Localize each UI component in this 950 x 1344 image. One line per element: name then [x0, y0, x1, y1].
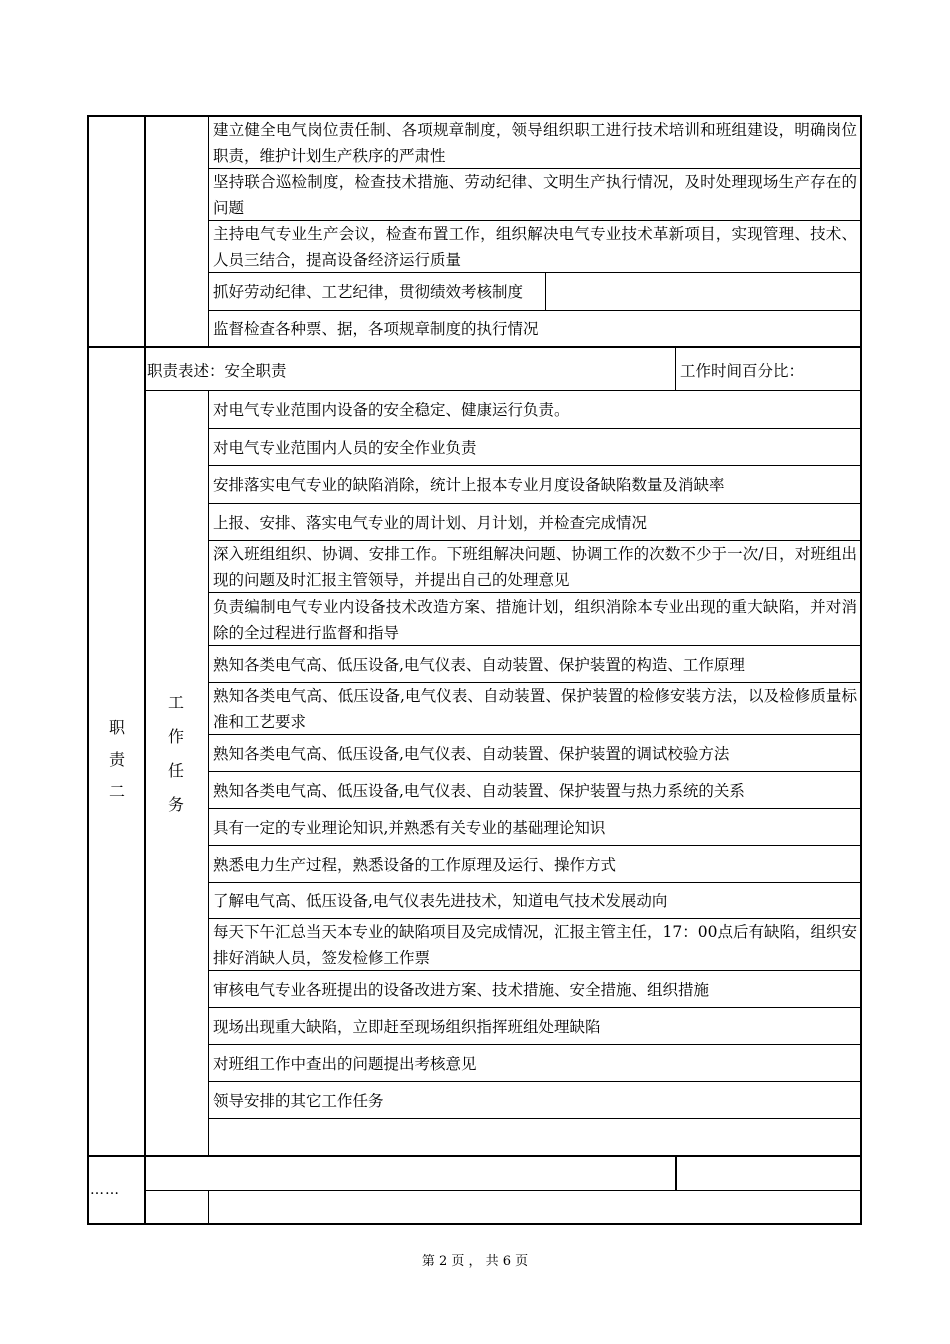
grid-hline [87, 1155, 862, 1157]
task-label-text: 工 作 任 务 [167, 693, 184, 814]
duty2-task-item: 熟知各类电气高、低压设备,电气仪表、自动装置、保护装置的调试校验方法 [213, 744, 730, 763]
duty2-task-item: 审核电气专业各班提出的设备改进方案、技术措施、安全措施、组织措施 [213, 980, 710, 999]
task-label [160, 686, 192, 822]
grid-vline [144, 115, 146, 346]
duty2-task-item: 对电气专业范围内设备的安全稳定、健康运行负责。 [213, 401, 570, 419]
duty2-task-item: 熟知各类电气高、低压设备,电气仪表、自动装置、保护装置的检修安装方法，以及检修质量标准和工艺要求 [213, 687, 857, 731]
grid-hline [208, 428, 862, 429]
more-rows-label: …… [90, 1182, 120, 1198]
grid-vline [144, 346, 146, 1225]
time-percent-label: 工作时间百分比： [680, 362, 805, 380]
duty1-task-item: 建立健全电气岗位责任制、各项规章制度，领导组织职工进行技术培训和班组建设，明确岗位职责，维护计划生产秩序的严肃性 [213, 120, 857, 165]
grid-hline [208, 310, 862, 311]
duty2-task-item: 领导安排的其它工作任务 [213, 1091, 384, 1110]
duty2-task-item: 对班组工作中查出的问题提出考核意见 [213, 1054, 477, 1073]
grid-vline [208, 390, 209, 1155]
duty2-task-item: 负责编制电气专业内设备技术改造方案、措施计划，组织消除本专业出现的重大缺陷，并对消除的全过程进行监督和指导 [213, 597, 857, 642]
grid-hline [208, 845, 862, 846]
duty2-label-text: 职 责 二 [108, 718, 125, 801]
duty2-task-item: 每天下午汇总当天本专业的缺陷项目及完成情况，汇报主管主任，17：00点后有缺陷，组织安排好消缺人员，签发检修工作票 [213, 923, 857, 967]
grid-hline [208, 771, 862, 772]
grid-vline [675, 346, 676, 390]
grid-hline [208, 1007, 862, 1008]
duty1-task-item: 监督检查各种票、据，各项规章制度的执行情况 [213, 320, 539, 338]
grid-hline [87, 346, 862, 348]
duty2-task-item: 深入班组组织、协调、安排工作。下班组解决问题、协调工作的次数不少于一次/日，对班组出现的问题及时汇报主管领导，并提出自己的处理意见 [213, 545, 857, 589]
duty2-task-item: 上报、安排、落实电气专业的周计划、月计划，并检查完成情况 [213, 513, 648, 532]
duty2-task-item: 对电气专业范围内人员的安全作业负责 [213, 438, 477, 457]
grid-hline [208, 465, 862, 466]
duty2-description: 职责表述：安全职责 [147, 362, 287, 380]
duty2-task-item: 安排落实电气专业的缺陷消除，统计上报本专业月度设备缺陷数量及消缺率 [213, 476, 725, 494]
duty1-task-item: 坚持联合巡检制度，检查技术措施、劳动纪律、文明生产执行情况，及时处理现场生产存在的问题 [213, 173, 857, 217]
grid-hline [208, 882, 862, 883]
grid-vline [208, 1190, 209, 1225]
grid-hline [208, 503, 862, 504]
duty2-task-item: 熟知各类电气高、低压设备,电气仪表、自动装置、保护装置与热力系统的关系 [213, 781, 745, 800]
duty2-label [103, 712, 131, 808]
grid-hline [208, 1118, 862, 1119]
duty1-task-item: 主持电气专业生产会议，检查布置工作，组织解决电气专业技术革新项目，实现管理、技术、人员三结合，提高设备经济运行质量 [213, 225, 857, 269]
grid-hline [208, 808, 862, 809]
page-footer: 第 2 页 ， 共 6 页 [421, 1254, 529, 1269]
grid-hline [208, 1081, 862, 1082]
grid-hline [144, 1190, 862, 1191]
duty2-task-item: 熟知各类电气高、低压设备,电气仪表、自动装置、保护装置的构造、工作原理 [213, 655, 745, 674]
duty2-task-item: 具有一定的专业理论知识,并熟悉有关专业的基础理论知识 [213, 818, 606, 837]
duty2-task-item: 了解电气高、低压设备,电气仪表先进技术，知道电气技术发展动向 [213, 892, 668, 910]
grid-vline [675, 1155, 677, 1190]
duty2-task-item: 现场出现重大缺陷，立即赶至现场组织指挥班组处理缺陷 [213, 1017, 601, 1036]
duty1-task-item: 抓好劳动纪律、工艺纪律，贯彻绩效考核制度 [213, 283, 524, 301]
duty2-task-item: 熟悉电力生产过程，熟悉设备的工作原理及运行、操作方式 [213, 855, 617, 874]
grid-hline [144, 390, 862, 391]
grid-hline [208, 1044, 862, 1045]
